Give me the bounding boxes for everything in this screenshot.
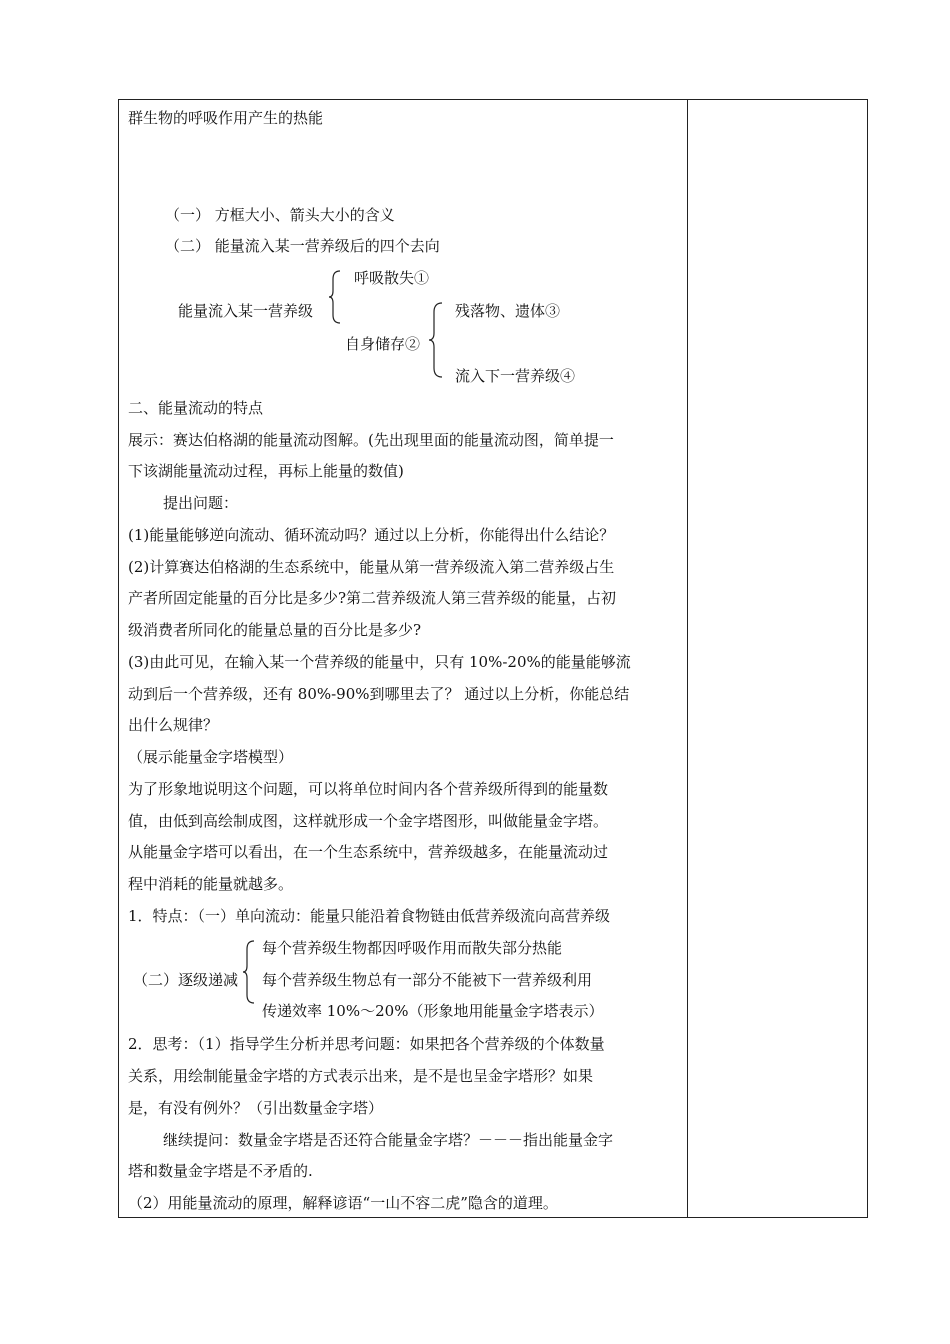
question-line: 产者所固定能量的百分比是多少?第二营养级流人第三营养级的能量，占初	[128, 589, 617, 607]
question-line: (3)由此可见，在输入某一个营养级的能量中，只有 10%-20%的能量能够流	[128, 653, 631, 671]
diagram-branch-label: 残落物、遗体③	[455, 302, 561, 320]
section-heading: 二、能量流动的特点	[128, 399, 264, 417]
text-line: 从能量金字塔可以看出，在一个生态系统中，营养级越多，在能量流动过	[128, 843, 609, 861]
diagram-branch-label: 每个营养级生物都因呼吸作用而散失部分热能	[262, 939, 563, 957]
diagram-branch-label: 传递效率 10%～20%（形象地用能量金字塔表示）	[262, 1002, 604, 1020]
text-line: 1．特点：（一）单向流动：能量只能沿着食物链由低营养级流向高营养级	[128, 907, 611, 925]
text-line: 程中消耗的能量就越多。	[128, 875, 294, 893]
brace-icon	[328, 270, 342, 324]
text-line: 提出问题：	[163, 494, 239, 512]
question-line: (1)能量能够逆向流动、循环流动吗？通过以上分析，你能得出什么结论？	[128, 526, 615, 544]
text-line: （2）用能量流动的原理，解释谚语“一山不容二虎”隐含的道理。	[128, 1194, 558, 1212]
brace-icon	[428, 302, 444, 378]
text-line: 2．思考：（1）指导学生分析并思考问题：如果把各个营养级的个体数量	[128, 1035, 605, 1053]
question-line: (2)计算赛达伯格湖的生态系统中，能量从第一营养级流入第二营养级占生	[128, 558, 615, 576]
text-line: 值，由低到高绘制成图，这样就形成一个金字塔图形，叫做能量金字塔。	[128, 812, 609, 830]
diagram-root-label: 能量流入某一营养级	[178, 302, 314, 320]
text-line: 为了形象地说明这个问题，可以将单位时间内各个营养级所得到的能量数	[128, 780, 609, 798]
brace-icon	[242, 940, 256, 1004]
question-line: 出什么规律？	[128, 716, 219, 734]
diagram-branch-label: 流入下一营养级④	[455, 367, 576, 385]
subheading: （二） 能量流入某一营养级后的四个去向	[165, 237, 440, 255]
column-divider	[687, 100, 688, 1217]
text-line: 关系，用绘制能量金字塔的方式表示出来，是不是也呈金字塔形？如果	[128, 1067, 594, 1085]
text-line: 塔和数量金字塔是不矛盾的.	[128, 1162, 313, 1180]
text-line: （展示能量金字塔模型）	[128, 748, 294, 766]
text-line: 是，有没有例外？（引出数量金字塔）	[128, 1099, 384, 1117]
question-line: 动到后一个营养级，还有 80%-90%到哪里去了？ 通过以上分析，你能总结	[128, 685, 630, 703]
diagram-branch-label: 每个营养级生物总有一部分不能被下一营养级利用	[262, 971, 593, 989]
diagram-root-label: （二）逐级递减	[133, 971, 239, 989]
subheading: （一） 方框大小、箭头大小的含义	[165, 206, 395, 224]
text-line: 展示：赛达伯格湖的能量流动图解。(先出现里面的能量流动图，简单提一	[128, 431, 614, 449]
diagram-branch-label: 呼吸散失①	[354, 269, 430, 287]
text-line: 下该湖能量流动过程，再标上能量的数值)	[128, 462, 404, 480]
question-line: 级消费者所同化的能量总量的百分比是多少?	[128, 621, 422, 639]
text-line: 继续提问：数量金字塔是否还符合能量金字塔？－－－指出能量金字	[163, 1131, 614, 1149]
diagram-branch-label: 自身储存②	[345, 335, 421, 353]
text-line: 群生物的呼吸作用产生的热能	[128, 109, 324, 127]
